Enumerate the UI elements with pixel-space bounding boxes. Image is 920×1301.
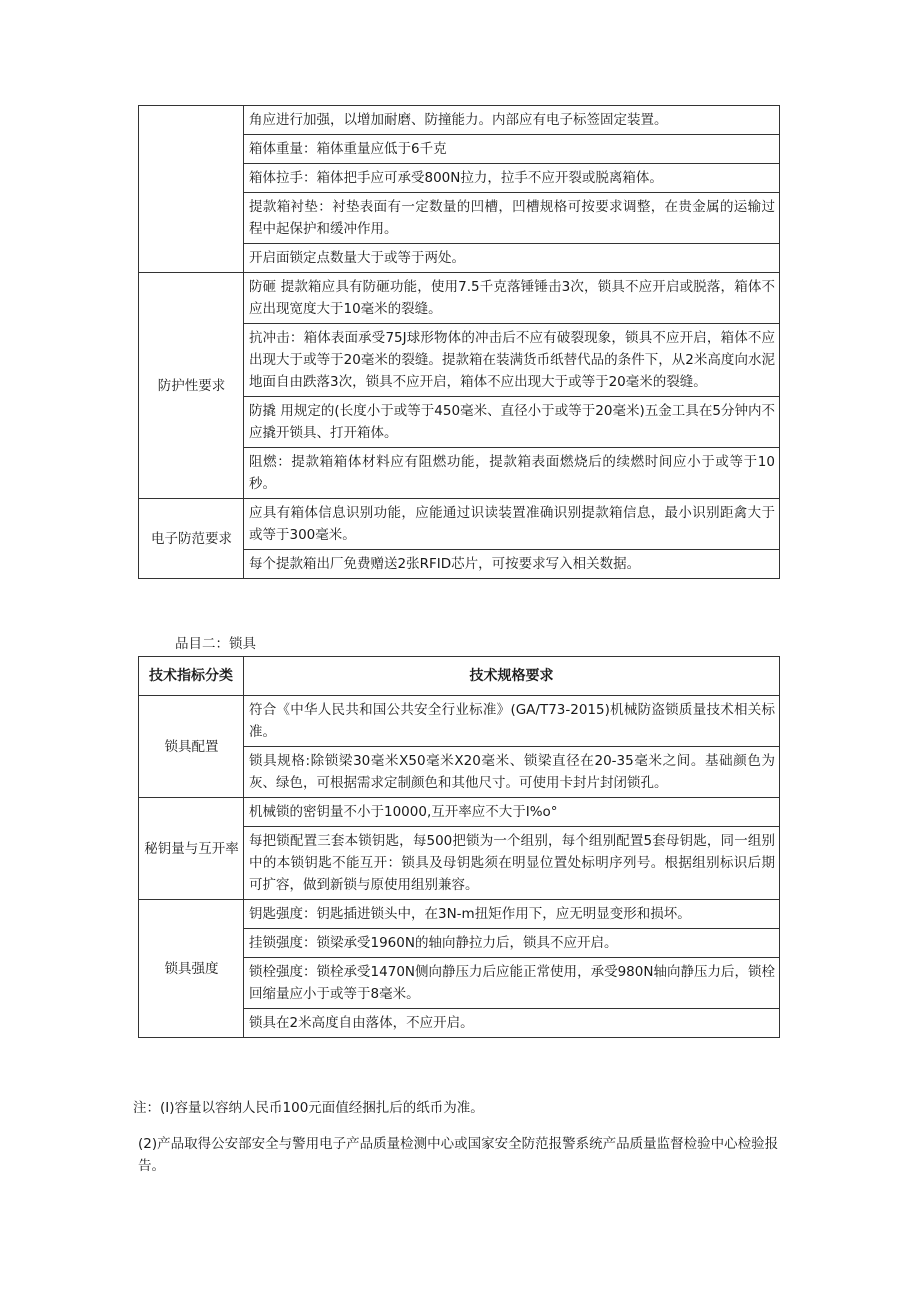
spec-cell: 开启面锁定点数量大于或等于两处。 (244, 244, 780, 273)
spec-cell: 防撬 用规定的(长度小于或等于450毫米、直径小于或等于20毫米)五金工具在5分钟内不应撬开锁具、打开箱体。 (244, 397, 780, 448)
table-row (139, 798, 780, 827)
spec-cell: 机械锁的密钥量不小于10000,互开率应不大于I%o° (244, 798, 780, 827)
spec-cell: 箱体重量：箱体重量应低于6千克 (244, 135, 780, 164)
spec-cell: 锁具规格:除锁梁30毫米X50毫米X20毫米、锁梁直径在20-35毫米之间。基础颜色为灰、绿色，可根据需求定制颜色和其他尺寸。可使用卡封片封闭锁孔。 (244, 747, 780, 798)
spec-cell: 钥匙强度：钥匙插进锁头中，在3N-m扭矩作用下，应无明显变形和损坏。 (244, 900, 780, 929)
header-category: 技术指标分类 (139, 657, 244, 696)
spec-cell: 每把锁配置三套本锁钥匙，每500把锁为一个组别，每个组别配置5套母钥匙，同一组别中的本锁钥匙不能互开：锁具及母钥匙须在明显位置处标明序列号。根据组别标识后期可扩容，做到新锁与原使用组别兼容。 (244, 827, 780, 900)
footnote-1: 注：(I)容量以容纳人民币100元面值经捆扎后的纸币为准。 (133, 1100, 484, 1116)
spec-cell: 挂锁强度：锁梁承受1960N的轴向静拉力后，锁具不应开启。 (244, 929, 780, 958)
footnote-2: (2)产品取得公安部安全与警用电子产品质量检测中心或国家安全防范报警系统产品质量监督检验中心检验报告。 (138, 1136, 779, 1174)
box-spec-table (138, 105, 780, 579)
spec-cell: 防砸 提款箱应具有防砸功能，使用7.5千克落锤锤击3次，锁具不应开启或脱落，箱体不应出现宽度大于10毫米的裂缝。 (244, 273, 780, 324)
spec-cell: 角应进行加强，以增加耐磨、防撞能力。内部应有电子标签固定装置。 (244, 106, 780, 135)
category-cell: 电子防范要求 (139, 499, 244, 579)
spec-cell: 提款箱衬垫：衬垫表面有一定数量的凹槽，凹槽规格可按要求调整，在贵金属的运输过程中起保护和缓冲作用。 (244, 193, 780, 244)
spec-cell: 每个提款箱出厂免费赠送2张RFID芯片，可按要求写入相关数据。 (244, 550, 780, 579)
spec-cell: 阻燃：提款箱箱体材料应有阻燃功能，提款箱表面燃烧后的续燃时间应小于或等于10秒。 (244, 448, 780, 499)
spec-cell: 锁栓强度：锁栓承受1470N侧向静压力后应能正常使用，承受980N轴向静压力后，锁栓回缩量应小于或等于8毫米。 (244, 958, 780, 1009)
category-cell: 锁具强度 (139, 900, 244, 1038)
category-cell (139, 106, 244, 273)
header-spec: 技术规格要求 (244, 657, 780, 696)
table-row (139, 696, 780, 747)
category-cell: 秘钥量与互开率 (139, 798, 244, 900)
table-row (139, 273, 780, 324)
table-row (139, 900, 780, 929)
spec-cell: 锁具在2米高度自由落体，不应开启。 (244, 1009, 780, 1038)
table-row (139, 106, 780, 135)
spec-cell: 箱体拉手：箱体把手应可承受800N拉力，拉手不应开裂或脱离箱体。 (244, 164, 780, 193)
table-header-row (139, 657, 780, 696)
category-cell: 锁具配置 (139, 696, 244, 798)
spec-cell: 符合《中华人民共和国公共安全行业标准》(GA/T73-2015)机械防盗锁质量技术相关标准。 (244, 696, 780, 747)
lock-spec-table (138, 656, 780, 1038)
spec-cell: 抗冲击：箱体表面承受75J球形物体的冲击后不应有破裂现象，锁具不应开启，箱体不应出现大于或等于20毫米的裂缝。提款箱在装满货币纸替代品的条件下，从2米高度向水泥地面自由跌落3次，锁具不应开启，箱体不应出现大于或等于20毫米的裂缝。 (244, 324, 780, 397)
category-cell: 防护性要求 (139, 273, 244, 499)
section-caption: 品目二：锁具 (175, 636, 256, 652)
table-row (139, 499, 780, 550)
spec-cell: 应具有箱体信息识别功能，应能通过识读装置准确识别提款箱信息，最小识别距禽大于或等于300毫米。 (244, 499, 780, 550)
